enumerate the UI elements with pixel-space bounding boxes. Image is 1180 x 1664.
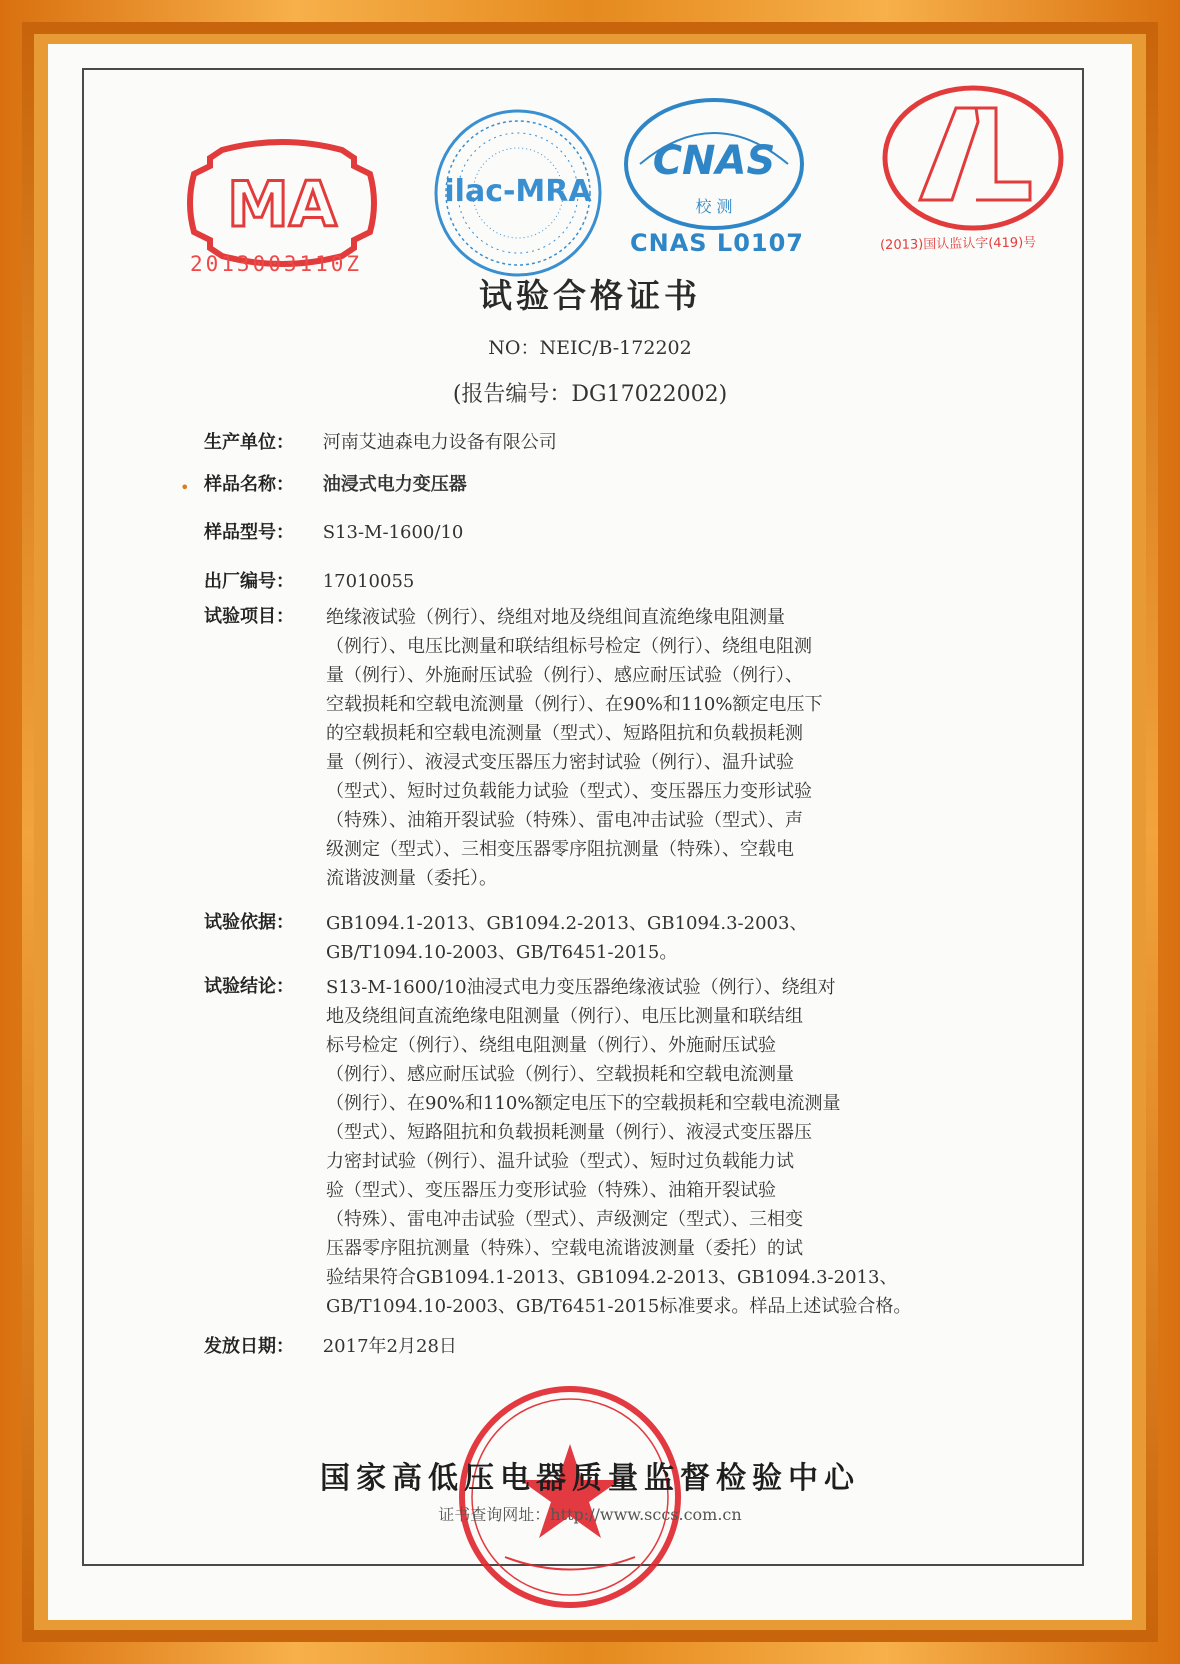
text-line: GB1094.1-2013、GB1094.2-2013、GB1094.3-2003、 — [326, 913, 808, 934]
cma-seal-logo — [182, 138, 382, 268]
margin-mark: • — [180, 478, 190, 497]
test-items-label: 试验项目： — [204, 606, 294, 627]
test-basis-text — [326, 909, 1026, 967]
official-red-stamp — [455, 1382, 685, 1612]
svg-text:校 测: 校 测 — [695, 197, 733, 216]
text-line: （特殊）、雷电冲击试验（型式）、声级测定（型式）、三相变 — [326, 1209, 803, 1230]
svg-text:CNAS: CNAS — [652, 138, 776, 184]
field-label: 样品型号： — [204, 522, 294, 543]
text-line: 空载损耗和空载电流测量（例行）、在90%和110%额定电压下 — [326, 694, 823, 715]
text-line: GB/T1094.10-2003、GB/T6451-2015。 — [326, 942, 678, 963]
text-line: 级测定（型式）、三相变压器零序阻抗测量（特殊）、空载电 — [326, 839, 794, 860]
test-conclusion-text — [326, 973, 1026, 1321]
text-line: 验（型式）、变压器压力变形试验（特殊）、油箱开裂试验 — [326, 1180, 776, 1201]
text-line: 的空载损耗和空载电流测量（型式）、短路阻抗和负载损耗测 — [326, 723, 803, 744]
svg-text:MA: MA — [227, 168, 337, 241]
certificate-title: 试验合格证书 — [479, 276, 701, 315]
test-conclusion-label: 试验结论： — [204, 976, 294, 997]
field-label: 生产单位： — [204, 432, 294, 453]
al-seal-caption: (2013)国认监认字(419)号 — [879, 235, 1037, 254]
text-line: S13-M-1600/10油浸式电力变压器绝缘液试验（例行）、绕组对 — [326, 977, 836, 998]
field-issue-date — [204, 1332, 457, 1362]
issuing-authority: 国家高低压电器质量监督检验中心 — [320, 1461, 860, 1496]
svg-text:ilac-MRA: ilac-MRA — [444, 174, 592, 209]
ilac-mra-seal-logo — [428, 105, 608, 280]
field-label: 样品名称： — [204, 474, 294, 495]
text-line: 力密封试验（例行）、温升试验（型式）、短时过负载能力试 — [326, 1151, 794, 1172]
verification-website: 证书查询网址：http://www.sccs.com.cn — [438, 1505, 742, 1524]
text-line: 地及绕组间直流绝缘电阻测量（例行）、电压比测量和联结组 — [326, 1006, 803, 1027]
field-value: 河南艾迪森电力设备有限公司 — [322, 432, 557, 453]
text-line: 绝缘液试验（例行）、绕组对地及绕组间直流绝缘电阻测量 — [326, 607, 785, 628]
report-number: (报告编号：DG17022002) — [452, 382, 728, 407]
text-line: 量（例行）、外施耐压试验（例行）、感应耐压试验（例行）、 — [326, 665, 803, 686]
field-manufacturer — [204, 428, 557, 458]
test-items-text — [326, 603, 1026, 893]
text-line: 压器零序阻抗测量（特殊）、空载电流谐波测量（委托）的试 — [326, 1238, 803, 1259]
text-line: 流谐波测量（委托）。 — [326, 868, 497, 889]
text-line: （例行）、感应耐压试验（例行）、空载损耗和空载电流测量 — [326, 1064, 794, 1085]
text-line: （型式）、短时过负载能力试验（型式）、变压器压力变形试验 — [326, 781, 812, 802]
cma-seal-number: 2013003110Z — [190, 252, 363, 276]
text-line: （型式）、短路阻抗和负载损耗测量（例行）、液浸式变压器压 — [326, 1122, 812, 1143]
test-basis-label: 试验依据： — [204, 912, 294, 933]
field-value: 油浸式电力变压器 — [322, 474, 467, 495]
field-label: 出厂编号： — [204, 571, 294, 592]
text-line: （例行）、在90%和110%额定电压下的空载损耗和空载电流测量 — [326, 1093, 841, 1114]
text-line: 标号检定（例行）、绕组电阻测量（例行）、外施耐压试验 — [326, 1035, 776, 1056]
text-line: （例行）、电压比测量和联结组标号检定（例行）、绕组电阻测 — [326, 636, 812, 657]
field-sample-name — [204, 470, 467, 500]
field-label: 发放日期： — [204, 1336, 294, 1357]
text-line: （特殊）、油箱开裂试验（特殊）、雷电冲击试验（型式）、声 — [326, 810, 803, 831]
field-sample-model — [204, 518, 463, 548]
field-serial-number — [204, 567, 414, 597]
text-line: GB/T1094.10-2003、GB/T6451-2015标准要求。样品上述试验合格。 — [326, 1296, 912, 1317]
al-seal-logo — [878, 82, 1068, 242]
certificate-number: NO：NEIC/B-172202 — [488, 337, 692, 359]
field-value: S13-M-1600/10 — [322, 522, 464, 543]
field-value: 2017年2月28日 — [322, 1336, 457, 1357]
cnas-code: CNAS L0107 — [630, 229, 805, 257]
text-line: 验结果符合GB1094.1-2013、GB1094.2-2013、GB1094.3-2013、 — [326, 1267, 898, 1288]
field-value: 17010055 — [322, 571, 415, 592]
text-line: 量（例行）、液浸式变压器压力密封试验（例行）、温升试验 — [326, 752, 794, 773]
